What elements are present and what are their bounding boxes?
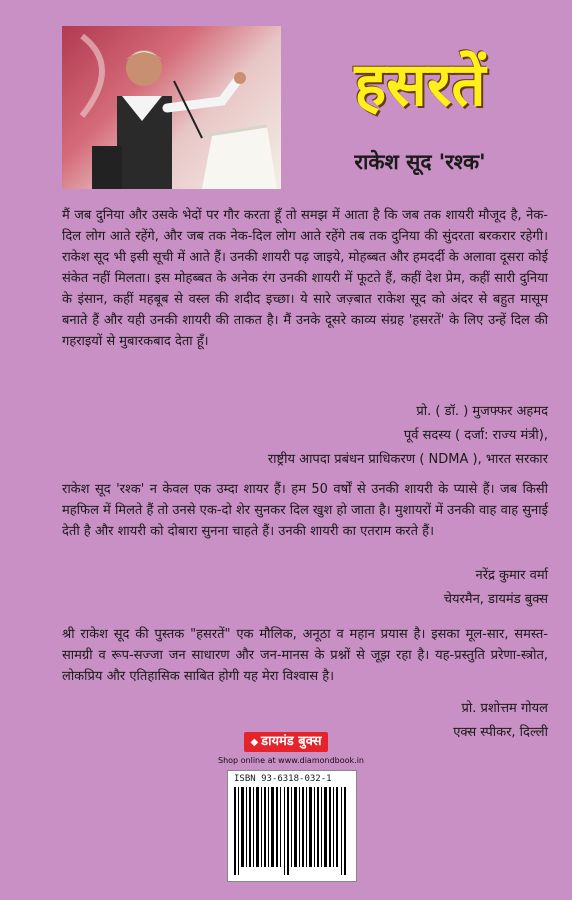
author-photo — [62, 26, 281, 189]
review-paragraph-1: मैं जब दुनिया और उसके भेदों पर गौर करता हूँ तो समझ में आता है कि जब तक शायरी मौजूद है, नेक-दिल लोग आते रहेंगे, और जब तक नेक-दिल लोग आते रहेंगे तब तक दुनिया की सुंदरता बरकरार रहेगी। राकेश सूद भी इसी सूची में आते हैं। उनकी शायरी पढ़ जाइये, मोहब्बत और हमदर्दी के अलावा दूसरा कोई संकेत नहीं मिलता। इस मोहब्बत के अनेक रंग उनकी शायरी में फूटते हैं, कहीं देश प्रेम, कहीं सारी दुनिया के इंसान, कहीं महबूब से वस्ल की शदीद इच्छा। ये सारे जज़्बात राकेश सूद को अंदर से बहुत मासूम बनाते हैं और यही उनकी शायरी की ताकत है। मैं उनके दूसरे काव्य संग्रह 'हसरतें' के लिए उन्हें दिल की गहराइयों से मुबारकबाद देता हूँ। — [62, 208, 548, 349]
isbn-number: ISBN 93-6318-032-1 — [234, 774, 332, 784]
signature-name: नरेंद्र कुमार वर्मा — [475, 568, 548, 583]
review-paragraph-3: श्री राकेश सूद की पुस्तक "हसरतें" एक मौलिक, अनूठा व महान प्रयास है। इसका मूल-सार, समस्त- सामग्री व रूप-सज्जा जन साधारण और जन-मानस के प्रश्नों से जूझ रहा है। यह-प्रस्तुति प्ररेणा-स्त्रोत, लोकप्रिय और एतिहासिक साबित होगी यह मेरा विश्वास है। — [62, 627, 548, 684]
signature-title: चेयरमैन, डायमंड बुक्स — [443, 592, 548, 607]
author-name: राकेश सूद 'रश्क' — [354, 150, 486, 174]
signature-title: एक्स स्पीकर, दिल्ली — [453, 725, 548, 740]
signature-block-2 — [248, 564, 548, 612]
signature-block-1 — [248, 400, 548, 472]
barcode-icon — [234, 787, 350, 875]
shop-online-text: Shop online at www.diamondbook.in — [217, 756, 364, 765]
speaker-illustration — [62, 26, 281, 189]
book-title: हसरतें — [354, 50, 486, 120]
isbn-barcode — [227, 770, 357, 882]
signature-title: पूर्व सदस्य ( दर्जा: राज्य मंत्री), — [403, 428, 548, 443]
publisher-name: डायमंड बुक्स — [261, 734, 322, 749]
review-paragraph-2: राकेश सूद 'रश्क' न केवल एक उम्दा शायर हैं। हम 50 वर्षों से उनकी शायरी के प्यासे हैं। जब किसी महफिल में मिलते हैं तो उनसे एक-दो शेर सुनकर दिल खुश हो जाता है। मुशायरों में उनकी वाह वाह सुनाई देती है और शायरी को दोबारा सुनना चाहते हैं। उनकी शायरी का एतराम करते हैं। — [62, 482, 548, 539]
signature-name: प्रो. प्रशोत्तम गोयल — [461, 701, 548, 716]
signature-organization: राष्ट्रीय आपदा प्रबंधन प्राधिकरण ( NDMA ), भारत सरकार — [267, 452, 548, 467]
publisher-logo — [244, 732, 328, 752]
signature-name: प्रो. ( डॉ. ) मुजफ्फर अहमद — [416, 404, 548, 419]
diamond-icon: ◆ — [250, 737, 259, 748]
